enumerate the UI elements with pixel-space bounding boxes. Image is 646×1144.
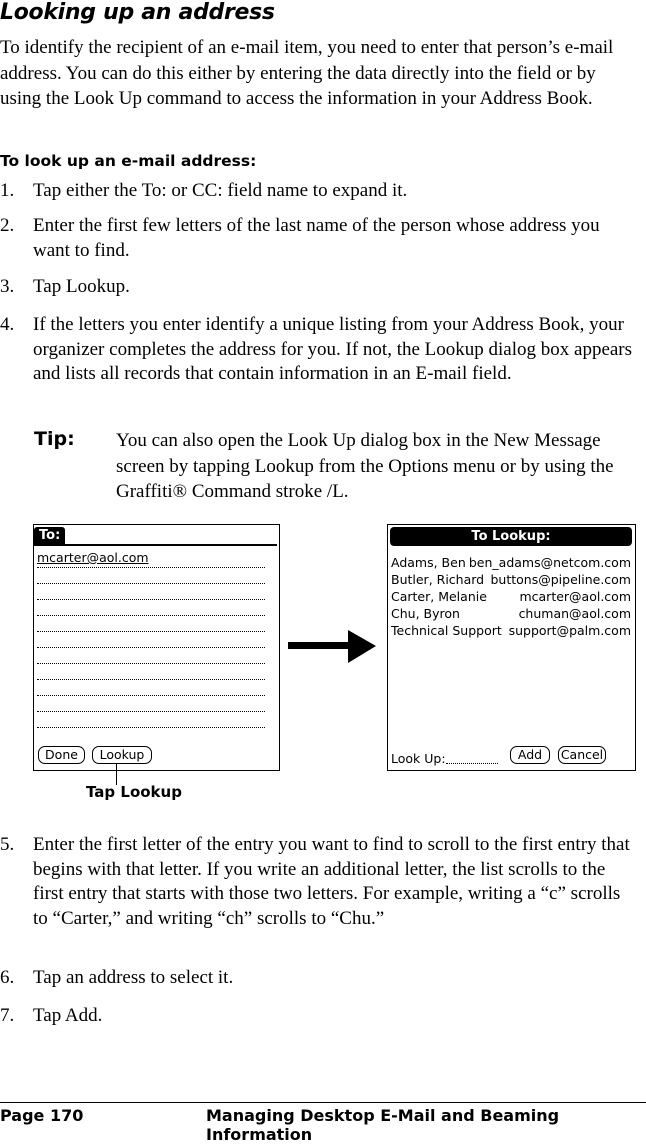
step-1 bbox=[0, 179, 642, 204]
step-text: If the letters you enter identify a unique listing from your Address Book, your organizer completes the address for you. If not, the Lookup dialog box appears and lists all records that contain information in an E-mail field. bbox=[33, 314, 633, 384]
to-field-label[interactable]: To: bbox=[34, 527, 65, 544]
contact-email: support@palm.com bbox=[508, 623, 631, 638]
step-2 bbox=[0, 214, 642, 264]
blank-line bbox=[37, 695, 265, 696]
blank-line bbox=[37, 711, 265, 712]
blank-line bbox=[37, 727, 265, 728]
blank-line bbox=[37, 567, 265, 568]
blank-line bbox=[37, 679, 265, 680]
step-4 bbox=[0, 313, 642, 413]
contact-email: chuman@aol.com bbox=[518, 606, 631, 621]
add-button[interactable]: Add bbox=[510, 746, 550, 764]
step-text: Tap Lookup. bbox=[33, 276, 130, 297]
to-address-entry[interactable]: mcarter@aol.com bbox=[37, 550, 149, 565]
blank-line bbox=[37, 663, 265, 664]
callout-leader-line bbox=[116, 763, 117, 785]
contact-name: Carter, Melanie bbox=[391, 589, 487, 604]
procedure-subheading: To look up an e-mail address: bbox=[0, 152, 257, 170]
tip-label: Tip: bbox=[34, 428, 75, 450]
tip-text: You can also open the Look Up dialog box in the New Message screen by tapping Lookup from the Options menu or by using the Graffiti® Command stroke /L. bbox=[116, 430, 614, 502]
lookup-row[interactable] bbox=[391, 588, 631, 605]
contact-name: Chu, Byron bbox=[391, 606, 460, 621]
lookup-row[interactable] bbox=[391, 622, 631, 639]
contact-email: mcarter@aol.com bbox=[519, 589, 631, 604]
step-3 bbox=[0, 275, 642, 300]
lookup-screen bbox=[387, 524, 636, 771]
done-button[interactable]: Done bbox=[38, 746, 85, 764]
step-number: 2. bbox=[0, 215, 15, 236]
step-6 bbox=[0, 966, 642, 991]
to-screen-header bbox=[34, 527, 277, 546]
step-number: 3. bbox=[0, 276, 15, 297]
step-number: 4. bbox=[0, 314, 15, 335]
contact-name: Technical Support bbox=[391, 623, 502, 638]
section-heading: Looking up an address bbox=[0, 0, 275, 25]
to-screen bbox=[33, 524, 280, 771]
lookup-row[interactable] bbox=[391, 605, 631, 622]
step-text: Enter the first letter of the entry you want to find to scroll to the first entry that begins with that letter. If you write an additional letter, the list scrolls to the first entry that starts with those two letters. For example, writing a “c” scrolls to “Carter,” and writing “ch” scrolls to “Chu.” bbox=[33, 834, 630, 929]
contact-name: Butler, Richard bbox=[391, 572, 485, 587]
step-number: 1. bbox=[0, 180, 15, 201]
arrow-right-icon bbox=[288, 628, 376, 666]
step-text: Tap Add. bbox=[33, 1005, 103, 1026]
lookup-button[interactable]: Lookup bbox=[92, 746, 152, 764]
blank-line bbox=[37, 631, 265, 632]
lookup-row[interactable] bbox=[391, 554, 631, 571]
step-number: 6. bbox=[0, 967, 15, 988]
step-text: Tap either the To: or CC: field name to expand it. bbox=[33, 180, 408, 201]
blank-line bbox=[37, 615, 265, 616]
cancel-button[interactable]: Cancel bbox=[558, 746, 606, 764]
contact-name: Adams, Ben bbox=[391, 555, 466, 570]
chapter-title: Managing Desktop E-Mail and Beaming Information bbox=[206, 1106, 560, 1144]
blank-line bbox=[37, 599, 265, 600]
contact-email: buttons@pipeline.com bbox=[490, 572, 631, 587]
contact-email: ben_adams@netcom.com bbox=[468, 555, 631, 570]
step-text: Enter the first few letters of the last name of the person whose address you want to find. bbox=[33, 215, 600, 261]
footer-rule bbox=[0, 1102, 646, 1103]
step-text: Tap an address to select it. bbox=[33, 967, 234, 988]
blank-line bbox=[37, 647, 265, 648]
step-number: 7. bbox=[0, 1005, 15, 1026]
page-number: Page 170 bbox=[0, 1106, 84, 1125]
lookup-title: To Lookup: bbox=[471, 529, 551, 544]
lookup-input[interactable] bbox=[446, 763, 498, 764]
header-rule bbox=[34, 544, 277, 546]
lookup-field-label: Look Up: bbox=[391, 751, 446, 766]
callout-label: Tap Lookup bbox=[86, 783, 182, 801]
blank-line bbox=[37, 583, 265, 584]
step-7 bbox=[0, 1004, 642, 1029]
lookup-row[interactable] bbox=[391, 571, 631, 588]
intro-paragraph: To identify the recipient of an e-mail item, you need to enter that person’s e-mail address. You can do this either by entering the data directly into the field or by using the Look Up command to access the information in your Address Book. bbox=[0, 37, 614, 109]
step-number: 5. bbox=[0, 834, 15, 855]
step-5 bbox=[0, 833, 642, 958]
